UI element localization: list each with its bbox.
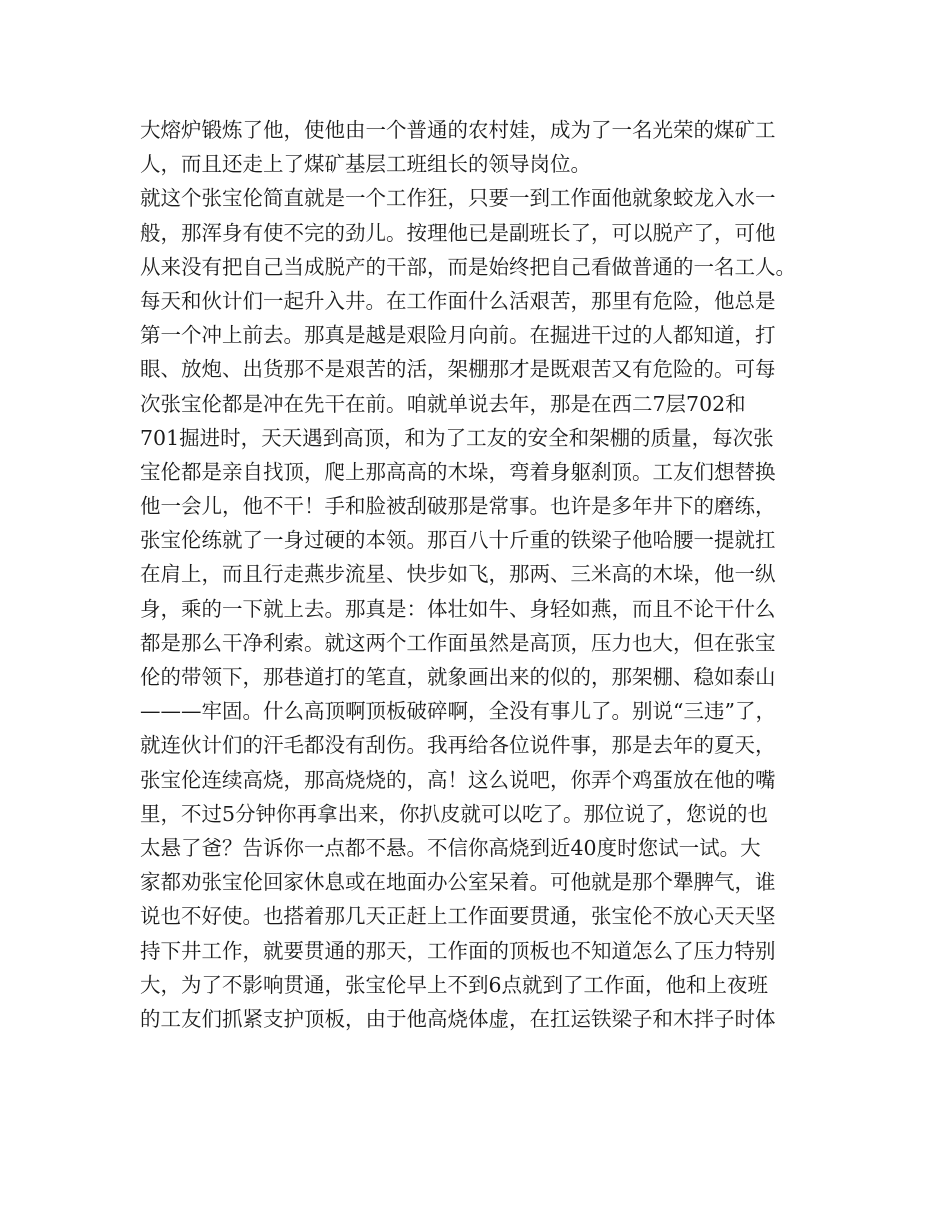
text-line: 在肩上，而且行走燕步流星、快步如飞，那两、三米高的木垛，他一纵 [140,562,776,587]
text-line: 张宝伦连续高烧，那高烧烧的，高！这么说吧，你弄个鸡蛋放在他的嘴 [140,767,776,792]
text-line: 持下井工作，就要贯通的那天，工作面的顶板也不知道怎么了压力特别 [140,938,776,963]
text-line: ———牢固。什么高顶啊顶板破碎啊，全没有事儿了。别说“三违”了， [140,699,776,724]
text-line: 张宝伦练就了一身过硬的本领。那百八十斤重的铁梁子他哈腰一提就扛 [140,528,776,553]
text-line: 宝伦都是亲自找顶，爬上那高高的木垛，弯着身躯刹顶。工友们想替换 [140,459,776,484]
text-line: 都是那么干净利索。就这两个工作面虽然是高顶，压力也大，但在张宝 [140,630,776,655]
text-line: 身，乘的一下就上去。那真是：体壮如牛、身轻如燕，而且不论干什么 [140,596,776,621]
text-line: 太悬了爸？告诉你一点都不悬。不信你高烧到近40度时您试一试。大 [140,835,761,860]
document-body [140,113,820,1036]
text-line: 般，那浑身有使不完的劲儿。按理他已是副班长了，可以脱产了，可他 [140,220,776,245]
text-line: 他一会儿，他不干！手和脸被刮破那是常事。也许是多年井下的磨练， [140,494,776,519]
text-line: 大，为了不影响贯通，张宝伦早上不到6点就到了工作面，他和上夜班 [140,972,769,997]
text-line: 人，而且还走上了煤矿基层工班组长的领导岗位。 [140,152,591,177]
text-line: 就这个张宝伦简直就是一个工作狂，只要一到工作面他就象蛟龙入水一 [140,186,776,211]
text-line: 第一个冲上前去。那真是越是艰险月向前。在掘进干过的人都知道，打 [140,323,776,348]
text-line: 眼、放炮、出货那不是艰苦的活，架棚那才是既艰苦又有危险的。可每 [140,357,776,382]
text-line: 每天和伙计们一起升入井。在工作面什么活艰苦，那里有危险，他总是 [140,288,776,313]
text-line: 的工友们抓紧支护顶板，由于他高烧体虚，在扛运铁梁子和木拌子时体 [140,1006,776,1031]
text-line: 从来没有把自己当成脱产的干部，而是始终把自己看做普通的一名工人。 [140,254,796,279]
text-line: 伦的带领下，那巷道打的笔直，就象画出来的似的，那架棚、稳如泰山 [140,665,776,689]
text-line: 就连伙计们的汗毛都没有刮伤。我再给各位说件事，那是去年的夏天， [140,733,776,758]
text-line: 701掘进时，天天遇到高顶，和为了工友的安全和架棚的质量，每次张 [140,425,774,450]
text-line: 家都劝张宝伦回家休息或在地面办公室呆着。可他就是那个犟脾气，谁 [140,870,776,895]
text-line: 说也不好使。也搭着那几天正赶上工作面要贯通，张宝伦不放心天天坚 [140,904,776,929]
text-line: 大熔炉锻炼了他，使他由一个普通的农村娃，成为了一名光荣的煤矿工 [140,118,776,142]
text-line: 里，不过5分钟你再拿出来，你扒皮就可以吃了。那位说了，您说的也 [140,801,769,826]
text-line: 次张宝伦都是冲在先干在前。咱就单说去年，那是在西二7层702和 [140,391,746,416]
